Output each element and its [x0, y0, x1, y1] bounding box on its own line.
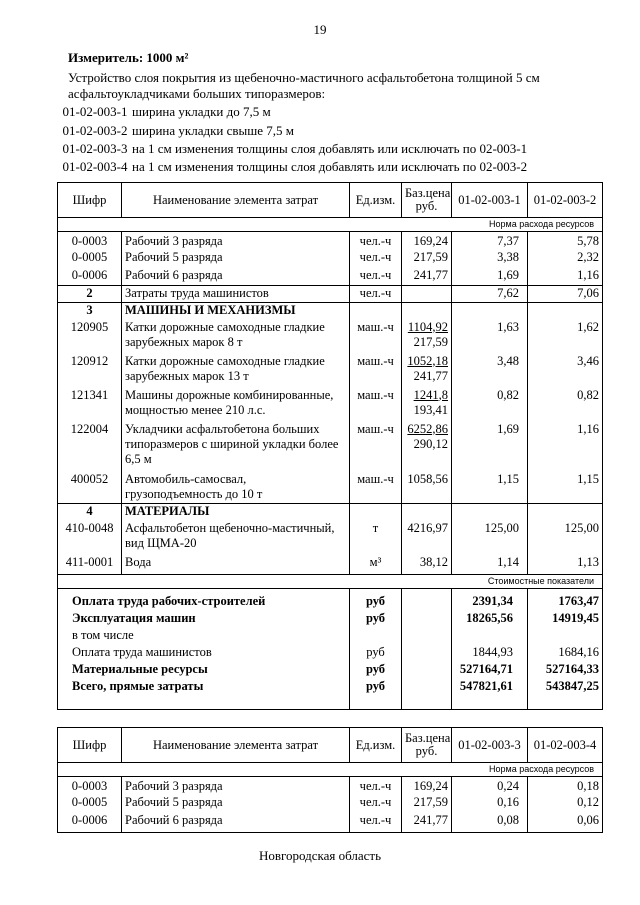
table-cell: 3,46 — [528, 354, 603, 388]
table-cell: 169,24 — [402, 777, 452, 795]
table-cell: чел.-ч — [350, 268, 402, 286]
table-cell: 14919,45 — [528, 610, 603, 627]
norm-label: Норма расхода ресурсов — [58, 763, 603, 777]
table-cell: 0-0003 — [58, 232, 122, 250]
table-cell: 0,16 — [452, 795, 528, 813]
table-cell: Всего, прямые затраты — [58, 678, 350, 695]
table-cell: 2 — [58, 286, 122, 303]
table-cell: чел.-ч — [350, 286, 402, 303]
table-cell: 122004 — [58, 422, 122, 472]
table-cell: 410-0048 — [58, 521, 122, 555]
table-row — [58, 813, 603, 833]
cost-row — [58, 627, 603, 644]
table-cell: 1058,56 — [402, 472, 452, 504]
table-cell: 1,15 — [452, 472, 528, 504]
table-cell: 2391,34 — [452, 589, 528, 611]
table-cell: 1,69 — [452, 422, 528, 472]
table-cell: 241,77 — [402, 813, 452, 833]
table-row: 121341 Машины дорожные комбинированные, мощностью менее 210 л.с. маш.-ч 1241,8 193,41 0,82 0,82 — [58, 388, 603, 422]
table-cell: 0,06 — [528, 813, 603, 833]
header-col1: 01-02-003-3 — [452, 728, 528, 763]
table-cell: 1,15 — [528, 472, 603, 504]
table-cell: 7,62 — [452, 286, 528, 303]
page-number: 19 — [313, 22, 327, 37]
footer-region: Новгородская область — [258, 848, 382, 863]
table-cell: чел.-ч — [350, 813, 402, 833]
table-cell: Материальные ресурсы — [58, 661, 350, 678]
header-code: Шифр — [58, 183, 122, 218]
table-cell: маш.-ч — [350, 422, 402, 472]
table-cell: Затраты труда машинистов — [122, 286, 350, 303]
table-cell: 0,82 — [452, 388, 528, 422]
table-row: 120905 Катки дорожные самоходные гладкие зарубежных марок 8 т маш.-ч 1104,92 217,59 1,63 1,62 — [58, 320, 603, 354]
table-cell: 411-0001 — [58, 555, 122, 575]
table-cell: 5,78 — [528, 232, 603, 250]
table-cell: Рабочий 6 разряда — [122, 813, 350, 833]
header-price: Баз.цена руб. — [402, 728, 452, 763]
table-cell: 543847,25 — [528, 678, 603, 695]
table-cell: руб — [350, 589, 402, 611]
table-cell: 0-0005 — [58, 250, 122, 268]
table-header-row — [58, 183, 603, 218]
table-cell: 1684,16 — [528, 644, 603, 661]
operators-row — [58, 286, 603, 303]
table-cell: 217,59 — [402, 795, 452, 813]
table-row — [58, 268, 603, 286]
table-cell: Автомобиль-самосвал, грузоподъемность до 10 т — [122, 472, 350, 504]
table-cell: 400052 — [58, 472, 122, 504]
table-cell: 125,00 — [452, 521, 528, 555]
table-cell: 120905 — [58, 320, 122, 354]
table-cell: 7,06 — [528, 286, 603, 303]
header-unit: Ед.изм. — [350, 728, 402, 763]
table-cell: 547821,61 — [452, 678, 528, 695]
table-cell: 125,00 — [528, 521, 603, 555]
header-price: Баз.цена руб. — [402, 183, 452, 218]
table-cell: маш.-ч — [350, 472, 402, 504]
table-row — [58, 250, 603, 268]
table-cell: 4216,97 — [402, 521, 452, 555]
table-cell: Оплата труда рабочих-строителей — [58, 589, 350, 611]
table-cell: маш.-ч — [350, 354, 402, 388]
table-row — [58, 795, 603, 813]
cost-label: Стоимостные показатели — [58, 575, 603, 589]
table-cell: Рабочий 5 разряда — [122, 250, 350, 268]
work-description: Устройство слоя покрытия из щебеночно-мастичного асфальтобетона толщиной 5 см асфальтоукладчиками больших типоразмеров: — [68, 70, 540, 101]
table-cell: Вода — [122, 555, 350, 575]
table-cell: 0,12 — [528, 795, 603, 813]
table-cell: 1,16 — [528, 268, 603, 286]
header-name: Наименование элемента затрат — [122, 183, 350, 218]
table-cell: Укладчики асфальтобетона больших типоразмеров с шириной укладки более 6,5 м — [122, 422, 350, 472]
code-line: 01-02-003-3 на 1 см изменения толщины слоя добавлять или исключать по 02-003-1 — [62, 141, 528, 156]
header-col2: 01-02-003-4 — [528, 728, 603, 763]
table-row — [58, 472, 603, 504]
table-cell — [528, 627, 603, 644]
code-line: 01-02-003-4 на 1 см изменения толщины слоя добавлять или исключать по 02-003-2 — [62, 159, 528, 174]
table-cell: 2,32 — [528, 250, 603, 268]
table-cell: 3,48 — [452, 354, 528, 388]
table-cell: руб — [350, 644, 402, 661]
table-cell: 0-0005 — [58, 795, 122, 813]
table-cell: 0-0003 — [58, 777, 122, 795]
table-cell: Оплата труда машинистов — [58, 644, 350, 661]
resource-table-2 — [57, 727, 603, 833]
table-cell: руб — [350, 678, 402, 695]
table-cell: 3,38 — [452, 250, 528, 268]
table-cell: 527164,33 — [528, 661, 603, 678]
table-cell: 4 — [58, 504, 122, 521]
table-cell: 0,24 — [452, 777, 528, 795]
norm-label: Норма расхода ресурсов — [58, 218, 603, 232]
cost-row — [58, 661, 603, 678]
header-name: Наименование элемента затрат — [122, 728, 350, 763]
header-code: Шифр — [58, 728, 122, 763]
table-cell: МАТЕРИАЛЫ — [122, 504, 350, 521]
table-cell: чел.-ч — [350, 250, 402, 268]
table-cell: Рабочий 3 разряда — [122, 232, 350, 250]
code-line: 01-02-003-1 ширина укладки до 7,5 м — [62, 104, 271, 119]
table-cell: руб — [350, 610, 402, 627]
table-cell: 7,37 — [452, 232, 528, 250]
table-cell: Катки дорожные самоходные гладкие зарубежных марок 13 т — [122, 354, 350, 388]
table-cell: Рабочий 6 разряда — [122, 268, 350, 286]
table-cell — [452, 627, 528, 644]
table-cell: Рабочий 5 разряда — [122, 795, 350, 813]
cost-row — [58, 589, 603, 611]
table-cell: чел.-ч — [350, 777, 402, 795]
table-row: 120912 Катки дорожные самоходные гладкие зарубежных марок 13 т маш.-ч 1052,18 241,77 3,48 3,46 — [58, 354, 603, 388]
table-row — [58, 521, 603, 555]
cost-row — [58, 610, 603, 627]
table-cell: т — [350, 521, 402, 555]
table-cell: 0-0006 — [58, 813, 122, 833]
table-cell: маш.-ч — [350, 320, 402, 354]
table-cell: 121341 — [58, 388, 122, 422]
table-header-row — [58, 728, 603, 763]
table-row — [58, 777, 603, 795]
table-cell: маш.-ч — [350, 388, 402, 422]
table-cell: 169,24 — [402, 232, 452, 250]
table-cell: 38,12 — [402, 555, 452, 575]
table-cell: 1763,47 — [528, 589, 603, 611]
table-cell: Асфальтобетон щебеночно-мастичный, вид ЩМА-20 — [122, 521, 350, 555]
table-cell: Машины дорожные комбинированные, мощностью менее 210 л.с. — [122, 388, 350, 422]
table-cell: 1,13 — [528, 555, 603, 575]
header-col2: 01-02-003-2 — [528, 183, 603, 218]
table-row — [58, 555, 603, 575]
table-cell: 120912 — [58, 354, 122, 388]
table-cell: Эксплуатация машин — [58, 610, 350, 627]
section-row — [58, 303, 603, 320]
cost-row — [58, 678, 603, 695]
table-cell: 1,16 — [528, 422, 603, 472]
table-row — [58, 232, 603, 250]
table-cell: МАШИНЫ И МЕХАНИЗМЫ — [122, 303, 350, 320]
table-cell: 241,77 — [402, 268, 452, 286]
table-cell: чел.-ч — [350, 795, 402, 813]
table-cell — [350, 627, 402, 644]
table-cell: 0,82 — [528, 388, 603, 422]
table-cell: 1,14 — [452, 555, 528, 575]
cost-row — [58, 644, 603, 661]
code-line: 01-02-003-2 ширина укладки свыше 7,5 м — [62, 123, 295, 138]
table-cell: 217,59 — [402, 250, 452, 268]
table-cell: 1,63 — [452, 320, 528, 354]
table-cell: 0,08 — [452, 813, 528, 833]
table-cell: 18265,56 — [452, 610, 528, 627]
section-row — [58, 504, 603, 521]
table-cell: 1,62 — [528, 320, 603, 354]
resource-table-1 — [57, 182, 603, 710]
table-cell: 0,18 — [528, 777, 603, 795]
table-cell: 527164,71 — [452, 661, 528, 678]
table-row: 122004 Укладчики асфальтобетона больших типоразмеров с шириной укладки более 6,5 м маш.-ч 6252,86 290,12 1,69 1,16 — [58, 422, 603, 472]
table-cell: 0-0006 — [58, 268, 122, 286]
header-unit: Ед.изм. — [350, 183, 402, 218]
table-cell: 1,69 — [452, 268, 528, 286]
header-col1: 01-02-003-1 — [452, 183, 528, 218]
table-cell: Катки дорожные самоходные гладкие зарубежных марок 8 т — [122, 320, 350, 354]
table-cell: 1844,93 — [452, 644, 528, 661]
table-cell: Рабочий 3 разряда — [122, 777, 350, 795]
table-cell: 3 — [58, 303, 122, 320]
measure-unit: Измеритель: 1000 м² — [68, 50, 189, 65]
table-cell: в том числе — [58, 627, 350, 644]
table-cell: м³ — [350, 555, 402, 575]
table-cell: руб — [350, 661, 402, 678]
table-cell: чел.-ч — [350, 232, 402, 250]
